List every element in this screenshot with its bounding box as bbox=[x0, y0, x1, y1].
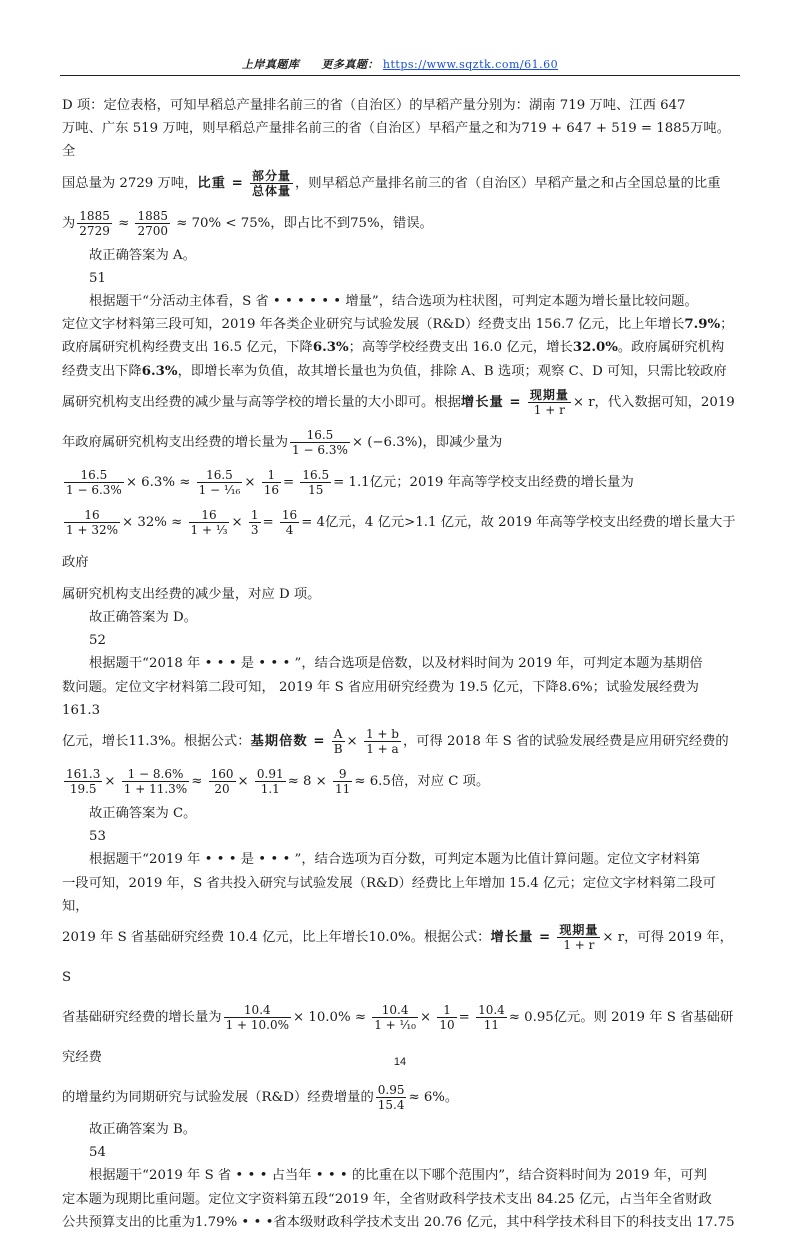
q52-line-4: $\frac{161.3}{19.5}$ × $\frac{1 - 8.6\%}{1 + 11.3\%}$ ≈ $\frac{160}{20}$ × $\frac{0.91}{1.1}$ ≈ 8 × $\frac{9}{11}$ ≈ 6.5倍，对应 C 项。 bbox=[66, 767, 490, 797]
q54-line-2: 定本题为现期比重问题。定位文字资料第五段“2019 年，全省财政科学技术支出 84.25 亿元，占当年全省财政 bbox=[62, 1191, 712, 1207]
q51-line-3: 政府属研究机构经费支出 16.5 亿元，下降6.3%；高等学校经费支出 16.0 亿元，增长32.0%。政府属研究机构 bbox=[62, 340, 725, 356]
q51-line-2: 定位文字材料第三段可知，2019 年各类企业研究与试验发展（R&D）经费支出 156.7 亿元，比上年增长7.9%； bbox=[62, 317, 734, 333]
fraction: $\frac{16}{\text{1 + ⅓}}$ bbox=[190, 507, 228, 537]
q50-line-3: 国总量为 2729 万吨，比重 = $\frac{\text{部分量}}{\text{总体量}}$ ，则早稻总产量排名前三的省（自治区）早稻产量之和占全国总量的比重 bbox=[62, 168, 721, 198]
fraction: $\frac{16.5}{15}$ bbox=[302, 467, 330, 497]
fraction: $\frac{1}{16}$ bbox=[263, 467, 280, 497]
q52-number: 52 bbox=[89, 633, 106, 649]
header-link[interactable]: https://www.sqztk.com/61.60 bbox=[382, 58, 559, 71]
page-number: 14 bbox=[393, 1056, 407, 1068]
q51-number: 51 bbox=[89, 270, 106, 286]
q54-number: 54 bbox=[89, 1145, 106, 1161]
fraction: $\frac{160}{20}$ bbox=[210, 767, 234, 797]
q51-line-7: $\frac{16.5}{1 - 6.3\%}$ × 6.3% ≈ $\frac{16.5}{\text{1 − ¹⁄₁₆}}$ × $\frac{1}{16}$ = $\frac{16.5}{15}$ = 1.1亿元；2019 年高等学校支出经费的增长量为 bbox=[66, 467, 634, 497]
q51-line-4: 经费支出下降6.3%，即增长率为负值，故其增长量也为负值，排除 A、B 选项；观察 C、D 可知，只需比较政府 bbox=[62, 363, 727, 379]
fraction: $\frac{161.3}{19.5}$ bbox=[66, 767, 101, 797]
fraction: $\frac{16.5}{1 - 6.3\%}$ bbox=[292, 427, 348, 457]
q52-line-1: 根据题干“2018 年 • • • 是 • • • ”，结合选项是倍数，以及材料时间为 2019 年，可判定本题为基期倍 bbox=[89, 656, 703, 672]
fraction: $\frac{0.95}{15.4}$ bbox=[377, 1083, 405, 1113]
fraction: $\frac{1 + b}{1 + a}$ bbox=[365, 727, 399, 757]
fraction: $\frac{1}{3}$ bbox=[250, 507, 259, 537]
brand-name: 上岸真题库 bbox=[241, 58, 300, 71]
q50-answer: 故正确答案为 A。 bbox=[89, 247, 196, 263]
fraction: $\frac{0.91}{1.1}$ bbox=[256, 767, 284, 797]
q52-line-3: 亿元，增长11.3%。根据公式：基期倍数 = $\frac{A}{B}$ × $\frac{1 + b}{1 + a}$ ，可得 2018 年 S 省的试验发展经费是应用研究经费的 bbox=[62, 727, 729, 757]
q52-answer: 故正确答案为 C。 bbox=[89, 806, 197, 822]
fraction: $\frac{A}{B}$ bbox=[333, 727, 343, 757]
fraction: $\frac{16}{4}$ bbox=[281, 507, 298, 537]
fraction: $\frac{1}{10}$ bbox=[439, 1003, 455, 1033]
fraction: $\frac{16.5}{1 - 6.3\%}$ bbox=[66, 467, 122, 497]
q53-number: 53 bbox=[89, 829, 106, 845]
q50-line-4: 为 $\frac{1885}{2729}$ ≈ $\frac{1885}{2700}$ ≈ 70% < 75%，即占比不到75%，错误。 bbox=[62, 208, 433, 238]
q50-line-2: 万吨、广东 519 万吨，则早稻总产量排名前三的省（自治区）早稻产量之和为719 + 647 + 519 = 1885万吨。全 bbox=[62, 121, 730, 160]
fraction: $\frac{1885}{2729}$ bbox=[79, 208, 110, 238]
q53-answer: 故正确答案为 B。 bbox=[89, 1122, 197, 1138]
fraction: $\frac{9}{11}$ bbox=[335, 767, 351, 797]
header-divider bbox=[60, 75, 740, 76]
q50-line-1: D 项：定位表格，可知早稻总产量排名前三的省（自治区）的早稻产量分别为：湖南 719 万吨、江西 647 bbox=[62, 98, 686, 113]
q51-line-9: 属研究机构支出经费的减少量，对应 D 项。 bbox=[62, 586, 321, 602]
q51-line-1: 根据题干“分活动主体看，S 省 • • • • • • 增量”，结合选项为柱状图，可判定本题为增长量比较问题。 bbox=[89, 294, 698, 310]
fraction: $\frac{10.4}{1 + 10.0\%}$ bbox=[225, 1003, 290, 1033]
q54-line-3: 公共预算支出的比重为1.79% • • •省本级财政科学技术支出 20.76 亿元，其中科学技术科目下的科技支出 17.75 bbox=[62, 1214, 735, 1230]
q53-line-4: 省基础研究经费的增长量为 $\frac{10.4}{1 + 10.0\%}$ × 10.0% ≈ $\frac{10.4}{\text{1 + ¹⁄₁₀}}$ × $\frac{1}{10}$ = $\frac{10.4}{11}$ ≈ 0.95亿元。则 2019 年 S 省基础研究经费 bbox=[62, 1003, 734, 1066]
page-header bbox=[0, 56, 800, 72]
q53-line-5: 的增量约为同期研究与试验发展（R&D）经费增量的 $\frac{0.95}{15.4}$ ≈ 6%。 bbox=[62, 1083, 459, 1113]
q53-line-1: 根据题干“2019 年 • • • 是 • • • ”，结合选项为百分数，可判定本题为比值计算问题。定位文字材料第 bbox=[89, 852, 701, 868]
q52-line-2: 数问题。定位文字材料第二段可知， 2019 年 S 省应用研究经费为 19.5 亿元，下降8.6%；试验发展经费为 161.3 bbox=[62, 679, 699, 718]
q51-line-6: 年政府属研究机构支出经费的增长量为 $\frac{16.5}{1 - 6.3\%}$ × (−6.3%)，即减少量为 bbox=[62, 427, 503, 457]
q51-answer: 故正确答案为 D。 bbox=[89, 610, 197, 626]
q51-line-5: 属研究机构支出经费的减少量与高等学校的增长量的大小即可。根据增长量 = $\frac{\text{现期量}}{1 + r}$ × r，代入数据可知，2019 bbox=[62, 387, 735, 417]
more-questions-label: 更多真题： bbox=[321, 58, 379, 71]
fraction: $\frac{\text{现期量}}{1 + r}$ bbox=[529, 387, 569, 417]
fraction: $\frac{1 - 8.6\%}{1 + 11.3\%}$ bbox=[123, 767, 188, 797]
fraction: $\frac{1885}{2700}$ bbox=[137, 208, 168, 238]
q53-line-2: 一段可知，2019 年，S 省共投入研究与试验发展（R&D）经费比上年增加 15.4 亿元；定位文字材料第二段可知， bbox=[62, 875, 716, 914]
fraction: $\frac{\text{部分量}}{\text{总体量}}$ bbox=[251, 168, 291, 198]
fraction: $\frac{10.4}{\text{1 + ¹⁄₁₀}}$ bbox=[374, 1003, 416, 1033]
fraction: $\frac{10.4}{11}$ bbox=[478, 1003, 505, 1033]
fraction: $\frac{\text{现期量}}{1 + r}$ bbox=[559, 923, 599, 953]
q54-line-1: 根据题干“2019 年 S 省 • • • 占当年 • • • 的比重在以下哪个范围内”，结合资料时间为 2019 年，可判 bbox=[89, 1168, 707, 1184]
fraction: $\frac{16}{1 + 32\%}$ bbox=[66, 507, 118, 537]
fraction: $\frac{16.5}{\text{1 − ¹⁄₁₆}}$ bbox=[198, 467, 241, 497]
q51-line-8: $\frac{16}{1 + 32\%}$ × 32% ≈ $\frac{16}{\text{1 + ⅓}}$ × $\frac{1}{3}$ = $\frac{16}{4}$ = 4亿元，4 亿元>1.1 亿元，故 2019 年高等学校支出经费的增长量大于政府 bbox=[62, 507, 736, 570]
q53-line-3: 2019 年 S 省基础研究经费 10.4 亿元，比上年增长10.0%。根据公式：增长量 = $\frac{\text{现期量}}{1 + r}$ × r，可得 2019 年，S bbox=[62, 923, 733, 986]
